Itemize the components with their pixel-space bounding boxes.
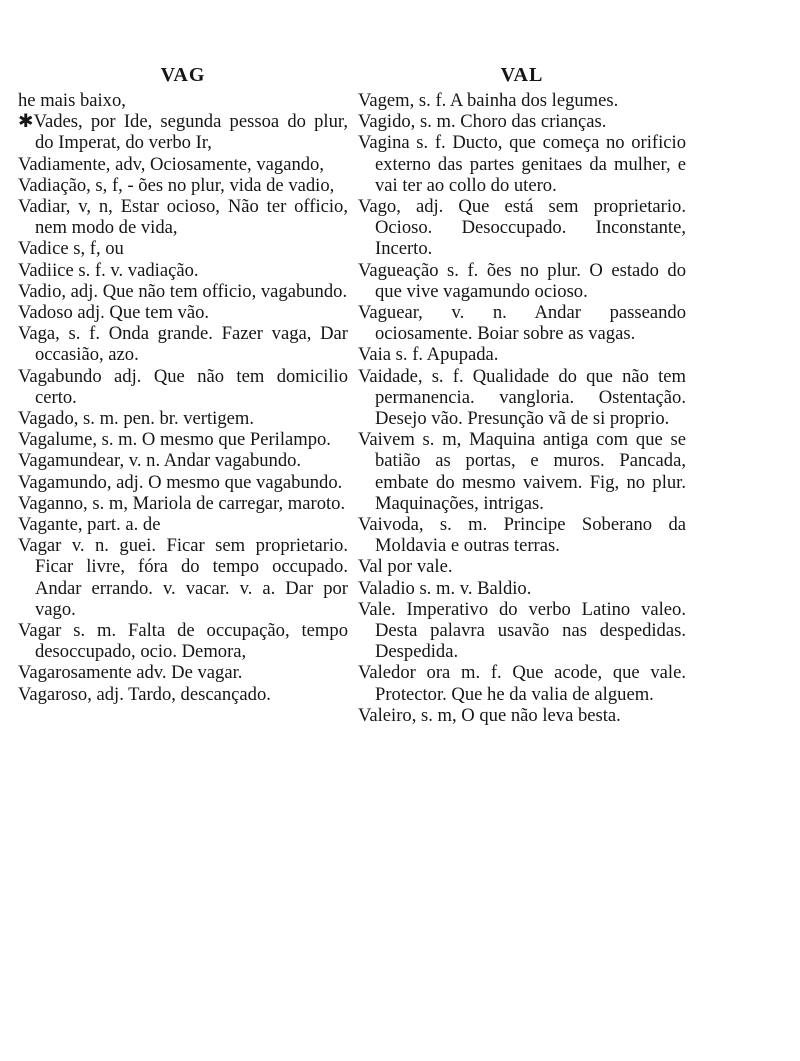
running-head-right: VAL xyxy=(500,64,544,86)
dictionary-entry: Vagado, s. m. pen. br. vertigem. xyxy=(18,408,254,430)
dictionary-entry: ✱Vades, por Ide, segunda pessoa do plur, do Imperat, do verbo Ir, xyxy=(18,111,348,154)
dictionary-entry: Vagabundo adj. Que não tem domicilio certo. xyxy=(18,365,348,408)
dictionary-entry: Vagalume, s. m. O mesmo que Perilampo. xyxy=(18,429,331,451)
dictionary-entry: Vagueação s. f. ões no plur. O estado do que vive vagamundo ocioso. xyxy=(358,259,686,302)
dictionary-entry: Vaga, s. f. Onda grande. Fazer vaga, Dar occasião, azo. xyxy=(18,323,348,366)
left-column xyxy=(18,62,348,705)
dictionary-entry: Vadiice s. f. v. vadiação. xyxy=(18,259,199,281)
right-entries xyxy=(358,90,686,726)
running-head-left: VAG xyxy=(160,64,206,86)
left-entries xyxy=(18,90,348,705)
dictionary-entry: Valeiro, s. m, O que não leva besta. xyxy=(358,704,621,726)
dictionary-entry: Vadiar, v, n, Estar ocioso, Não ter officio, nem modo de vida, xyxy=(18,196,348,239)
dictionary-entry: Vagamundo, adj. O mesmo que vagabundo. xyxy=(18,471,343,493)
dictionary-entry: Vaganno, s. m, Mariola de carregar, maroto. xyxy=(18,492,346,514)
dictionary-entry: Vadiação, s, f, - ões no plur, vida de vadio, xyxy=(18,174,335,196)
dictionary-entry: Vale. Imperativo do verbo Latino valeo. Desta palavra usavão nas despedidas. Despedida. xyxy=(358,598,686,663)
dictionary-entry: Vagamundear, v. n. Andar vagabundo. xyxy=(18,450,302,472)
dictionary-entry: Vaia s. f. Apupada. xyxy=(358,344,499,366)
dictionary-entry: Vaivoda, s. m. Principe Soberano da Moldavia e outras terras. xyxy=(358,514,686,557)
dictionary-entry: Vadice s, f, ou xyxy=(18,238,124,260)
dictionary-entry: Vagido, s. m. Choro das crianças. xyxy=(358,111,607,133)
dictionary-entry: Vagarosamente adv. De vagar. xyxy=(18,662,243,684)
dictionary-entry: Vadio, adj. Que não tem officio, vagabundo. xyxy=(18,280,348,302)
dictionary-entry: Vadoso adj. Que tem vão. xyxy=(18,302,210,324)
dictionary-entry: Vadiamente, adv, Ociosamente, vagando, xyxy=(18,153,324,175)
dictionary-entry: Vagar v. n. guei. Ficar sem proprietario. Ficar livre, fóra do tempo occupado. Andar errando. v. vacar. v. a. Dar por vago. xyxy=(18,535,348,620)
dictionary-entry: Val por vale. xyxy=(358,556,453,578)
dictionary-entry: he mais baixo, xyxy=(18,90,126,111)
dictionary-entry: Vago, adj. Que está sem proprietario. Ocioso. Desoccupado. Inconstante, Incerto. xyxy=(358,196,686,260)
dictionary-entry: Vagaroso, adj. Tardo, descançado. xyxy=(18,683,271,705)
dictionary-entry: Vagar s. m. Falta de occupação, tempo desoccupado, ocio. Demora, xyxy=(18,620,348,663)
dictionary-entry: Vagante, part. a. de xyxy=(18,514,161,536)
dictionary-entry: Vagina s. f. Ducto, que começa no orificio externo das partes genitaes da mulher, e vai ter ao collo do utero. xyxy=(358,132,686,196)
dictionary-entry: Valedor ora m. f. Que acode, que vale. Protector. Que he da valia de alguem. xyxy=(358,662,686,705)
right-column xyxy=(358,62,686,726)
dictionary-entry: Vaguear, v. n. Andar passeando ociosamente. Boiar sobre as vagas. xyxy=(358,302,686,345)
dictionary-entry: Valadio s. m. v. Baldio. xyxy=(358,577,532,599)
dictionary-entry: Vaidade, s. f. Qualidade do que não tem permanencia. vangloria. Ostentação. Desejo vão. Presunção vã de si proprio. xyxy=(358,365,686,430)
dictionary-entry: Vaivem s. m, Maquina antiga com que se batião as portas, e muros. Pancada, embate do mesmo vaivem. Fig, no plur. Maquinações, intrigas. xyxy=(358,429,686,514)
dictionary-entry: Vagem, s. f. A bainha dos legumes. xyxy=(358,90,619,111)
